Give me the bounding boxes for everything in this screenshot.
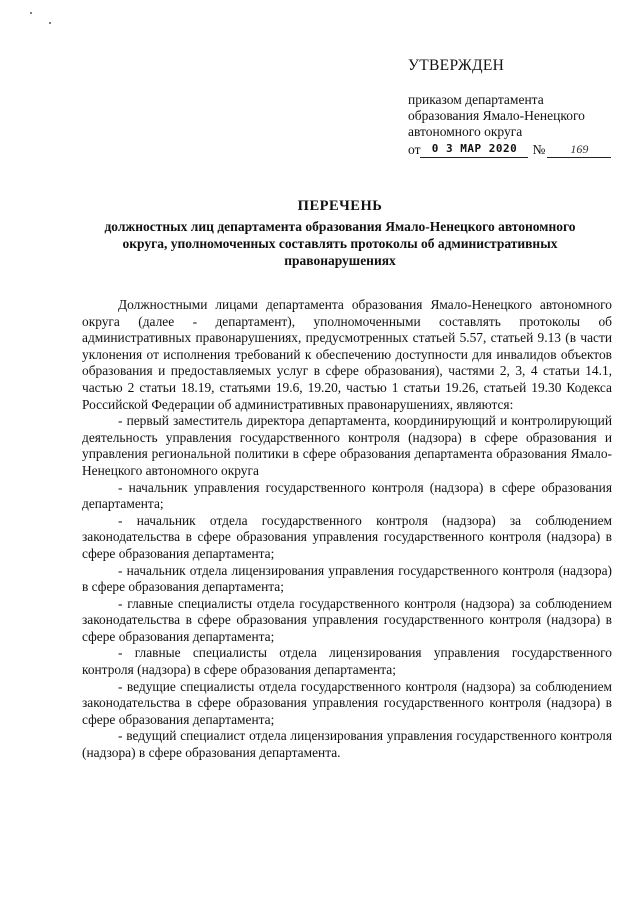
scan-speck	[30, 12, 32, 14]
list-item: - начальник управления государственного контроля (надзора) в сфере образования департамента;	[82, 479, 612, 512]
list-item: - начальник отдела лицензирования управления государственного контроля (надзора) в сфере образования департамента;	[82, 562, 612, 595]
order-line: образования Ямало-Ненецкого	[408, 108, 585, 123]
order-number: 169	[547, 141, 611, 158]
from-label: от	[408, 142, 421, 157]
approved-label: УТВЕРЖДЕН	[408, 57, 505, 74]
list-item: - первый заместитель директора департамента, координирующий и контролирующий деятельность управления государственного контроля (надзора) в сфере образования и управления региональной политики в сфере образования департамента образования Ямало-Ненецкого автономного округа	[82, 413, 612, 478]
order-date: 0 3 МАР 2020	[420, 141, 528, 158]
approval-block	[408, 58, 618, 158]
document-body	[82, 297, 612, 762]
document-title: ПЕРЕЧЕНЬ	[297, 198, 383, 214]
order-line: приказом департамента	[408, 92, 544, 107]
intro-paragraph: Должностными лицами департамента образования Ямало-Ненецкого автономного округа (далее - департамент), уполномоченными составлять протоколы об административных правонарушениях, предусмотренных статьей 5.57, статьей 9.13 (в части уклонения от исполнения требований к обеспечению доступности для инвалидов объектов образования и предоставляемых услуг в сфере образования), частями 2, 3, 4 статьи 14.1, частью 2 статьи 18.19, статьями 19.6, 19.20, частью 1 статьи 19.26, статьей 19.30 Кодекса Российской Федерации об административных правонарушениях, являются:	[82, 297, 612, 412]
list-item: - начальник отдела государственного контроля (надзора) за соблюдением законодательства в сфере образования управления государственного контроля (надзора) в сфере образования департамента;	[82, 512, 612, 561]
order-line: автономного округа	[408, 124, 523, 139]
document-subtitle: должностных лиц департамента образования Ямало-Ненецкого автономного округа, уполномоченных составлять протоколы об административных правонарушениях	[104, 219, 576, 268]
scan-speck	[49, 22, 51, 24]
list-item: - ведущий специалист отдела лицензирования управления государственного контроля (надзора) в сфере образования департамента.	[82, 728, 612, 761]
number-sign: №	[532, 142, 546, 157]
list-item: - главные специалисты отдела лицензирования управления государственного контроля (надзора) в сфере образования департамента;	[82, 645, 612, 678]
list-item: - главные специалисты отдела государственного контроля (надзора) за соблюдением законодательства в сфере образования управления государственного контроля (надзора) в сфере образования департамента;	[82, 595, 612, 644]
order-date-number-line	[408, 141, 618, 158]
document-heading	[100, 198, 580, 269]
list-item: - ведущие специалисты отдела государственного контроля (надзора) за соблюдением законодательства в сфере образования управления государственного контроля (надзора) в сфере образования департамента;	[82, 678, 612, 727]
